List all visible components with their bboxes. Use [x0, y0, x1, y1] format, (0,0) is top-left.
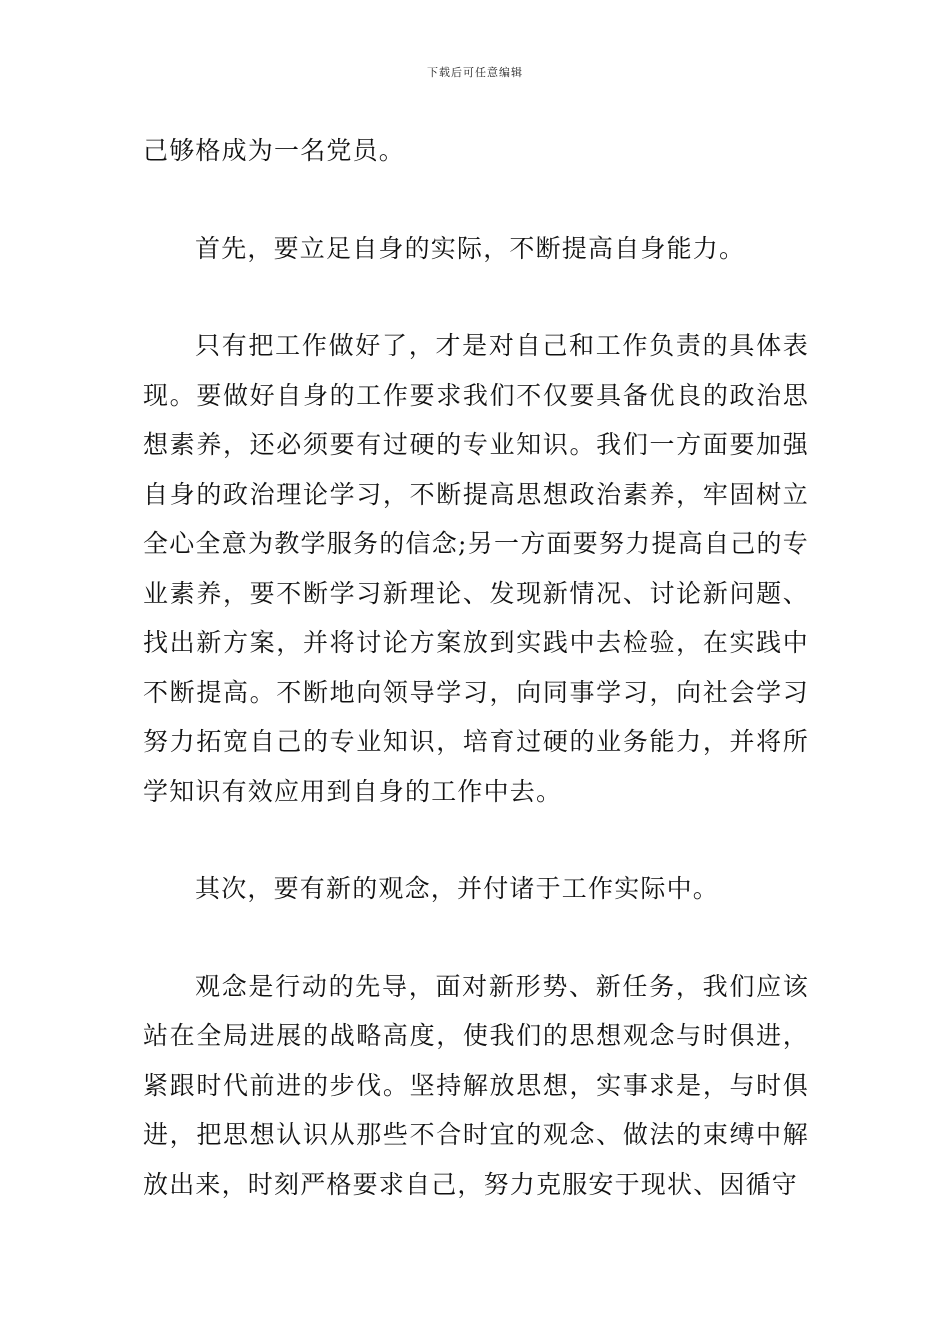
- paragraph-new-concepts: 观念是行动的先导，面对新形势、新任务，我们应该站在全局进展的战略高度，使我们的思想观念与时俱进，紧跟时代前进的步伐。坚持解放思想，实事求是，与时俱进，把思想认识从那些不合时宜的观念、做法的束缚中解放出来，时刻严格要求自己，努力克服安于现状、因循守: [143, 971, 809, 1199]
- document-body: [143, 126, 809, 1209]
- paragraph-continuation: 己够格成为一名党员。: [143, 136, 406, 165]
- paragraph-professional-ability: 只有把工作做好了，才是对自己和工作负责的具体表现。要做好自身的工作要求我们不仅要具备优良的政治思想素养，还必须要有过硬的专业知识。我们一方面要加强自身的政治理论学习，不断提高思想政治素养，牢固树立全心全意为教学服务的信念;另一方面要努力提高自己的专业素养，要不断学习新理论、发现新情况、讨论新问题、找出新方案，并将讨论方案放到实践中去检验，在实践中不断提高。不断地向领导学习，向同事学习，向社会学习努力拓宽自己的专业知识，培育过硬的业务能力，并将所学知识有效应用到自身的工作中去。: [143, 331, 809, 806]
- page-header-note: 下载后可任意编辑: [427, 66, 523, 79]
- section-heading-first: 首先，要立足自身的实际，不断提高自身能力。: [195, 233, 746, 263]
- section-heading-second: 其次，要有新的观念，并付诸于工作实际中。: [195, 874, 720, 903]
